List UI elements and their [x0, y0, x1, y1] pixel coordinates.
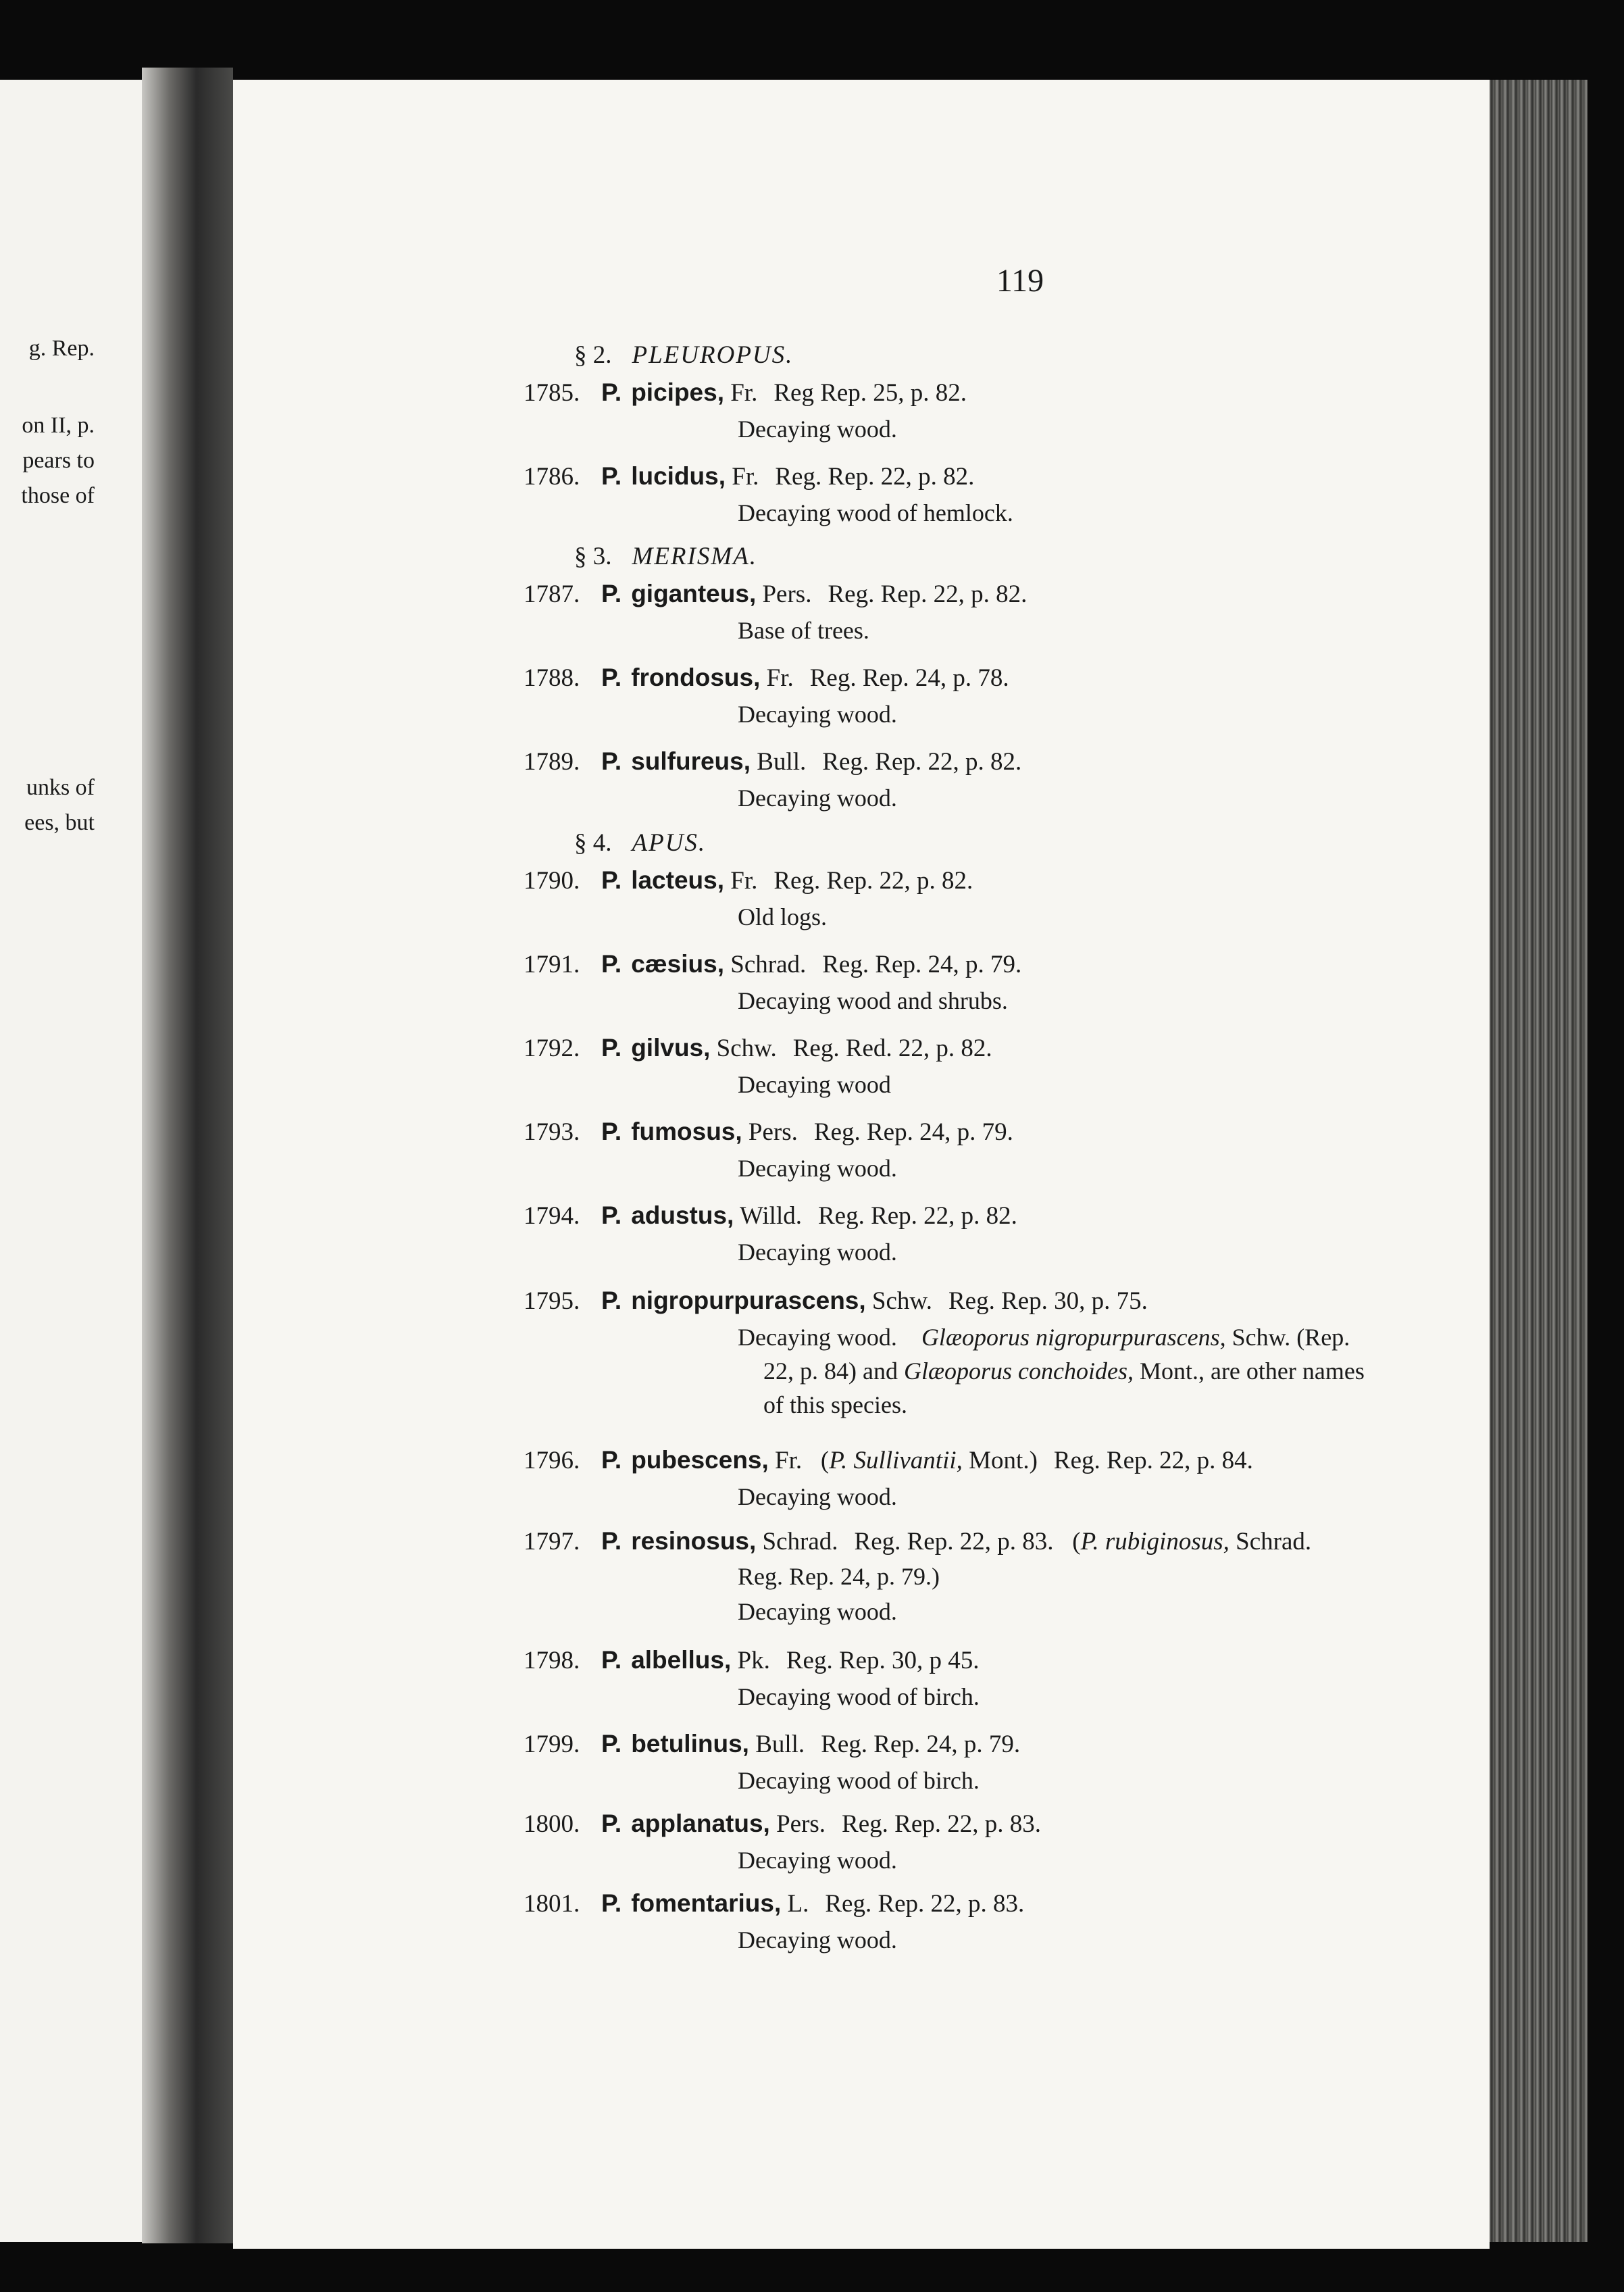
entry-1796: 1796. P. pubescens, Fr. (P. Sullivantii, Mont.) Reg. Rep. 22, p. 84. [524, 1446, 1253, 1474]
section-heading: § 4. APUS. [574, 829, 707, 857]
entry-habitat: Decaying wood of hemlock. [738, 499, 1013, 526]
entry-1795: 1795. P. nigropurpurascens, Schw. Reg. Rep. 30, p. 75. [524, 1287, 1148, 1315]
section-heading: § 2. PLEUROPUS. [574, 341, 794, 369]
page-number: 119 [996, 263, 1044, 299]
left-page-fragment: pears to [22, 448, 95, 473]
entry-habitat: Decaying wood. [738, 1926, 897, 1953]
book-spine [142, 68, 233, 2243]
entry-habitat: Decaying wood. [738, 1483, 897, 1510]
entry-1798: 1798. P. albellus, Pk. Reg. Rep. 30, p 45. [524, 1646, 980, 1674]
entry-1792: 1792. P. gilvus, Schw. Reg. Red. 22, p. 82. [524, 1034, 992, 1062]
entry-1799: 1799. P. betulinus, Bull. Reg. Rep. 24, p. 79. [524, 1730, 1021, 1758]
entry-1786: 1786. P. lucidus, Fr. Reg. Rep. 22, p. 82. [524, 462, 975, 491]
entry-habitat: Decaying wood. [738, 1598, 897, 1625]
entry-1800: 1800. P. applanatus, Pers. Reg. Rep. 22, p. 83. [524, 1810, 1041, 1838]
entry-habitat: Decaying wood. Glæoporus nigropurpurascens, Schw. (Rep. [738, 1324, 1350, 1351]
entry-1791: 1791. P. cæsius, Schrad. Reg. Rep. 24, p. 79. [524, 950, 1022, 978]
left-page-fragment: those of [21, 483, 95, 508]
entry-habitat: Base of trees. [738, 617, 869, 644]
entry-habitat: Decaying wood of birch. [738, 1767, 980, 1794]
entry-note: 22, p. 84) and Glæoporus conchoides, Mont., are other names [763, 1357, 1365, 1385]
entry-1793: 1793. P. fumosus, Pers. Reg. Rep. 24, p. 79. [524, 1118, 1013, 1146]
left-page-fragment: on II, p. [22, 413, 95, 438]
page [233, 80, 1490, 2249]
entry-1789: 1789. P. sulfureus, Bull. Reg. Rep. 22, p. 82. [524, 747, 1022, 776]
entry-1785: 1785. P. picipes, Fr. Reg Rep. 25, p. 82. [524, 378, 967, 407]
entry-habitat: Decaying wood. [738, 1847, 897, 1874]
section-heading: § 3. MERISMA. [574, 543, 758, 570]
entry-habitat: Decaying wood and shrubs. [738, 987, 1008, 1014]
page-edges [1486, 80, 1588, 2242]
entry-habitat: Decaying wood. [738, 784, 897, 812]
entry-1801: 1801. P. fomentarius, L. Reg. Rep. 22, p. 83. [524, 1889, 1025, 1918]
entry-habitat: Decaying wood [738, 1071, 891, 1098]
entry-habitat: Decaying wood. [738, 1239, 897, 1266]
entry-ref-continuation: Reg. Rep. 24, p. 79.) [738, 1563, 940, 1590]
entry-1788: 1788. P. frondosus, Fr. Reg. Rep. 24, p. 78. [524, 664, 1009, 692]
entry-habitat: Decaying wood. [738, 416, 897, 443]
entry-1787: 1787. P. giganteus, Pers. Reg. Rep. 22, p. 82. [524, 580, 1027, 608]
entry-1794: 1794. P. adustus, Willd. Reg. Rep. 22, p. 82. [524, 1201, 1017, 1230]
left-page-fragment: ees, but [24, 810, 95, 835]
left-page-fragment: unks of [26, 775, 95, 800]
entry-habitat: Decaying wood. [738, 1155, 897, 1182]
entry-1797: 1797. P. resinosus, Schrad. Reg. Rep. 22, p. 83. (P. rubiginosus, Schrad. [524, 1527, 1312, 1555]
entry-note: of this species. [763, 1391, 907, 1418]
entry-habitat: Decaying wood. [738, 701, 897, 728]
entry-1790: 1790. P. lacteus, Fr. Reg. Rep. 22, p. 82. [524, 866, 973, 895]
entry-habitat: Old logs. [738, 903, 828, 930]
entry-habitat: Decaying wood of birch. [738, 1683, 980, 1710]
left-page-fragment: g. Rep. [28, 336, 95, 361]
